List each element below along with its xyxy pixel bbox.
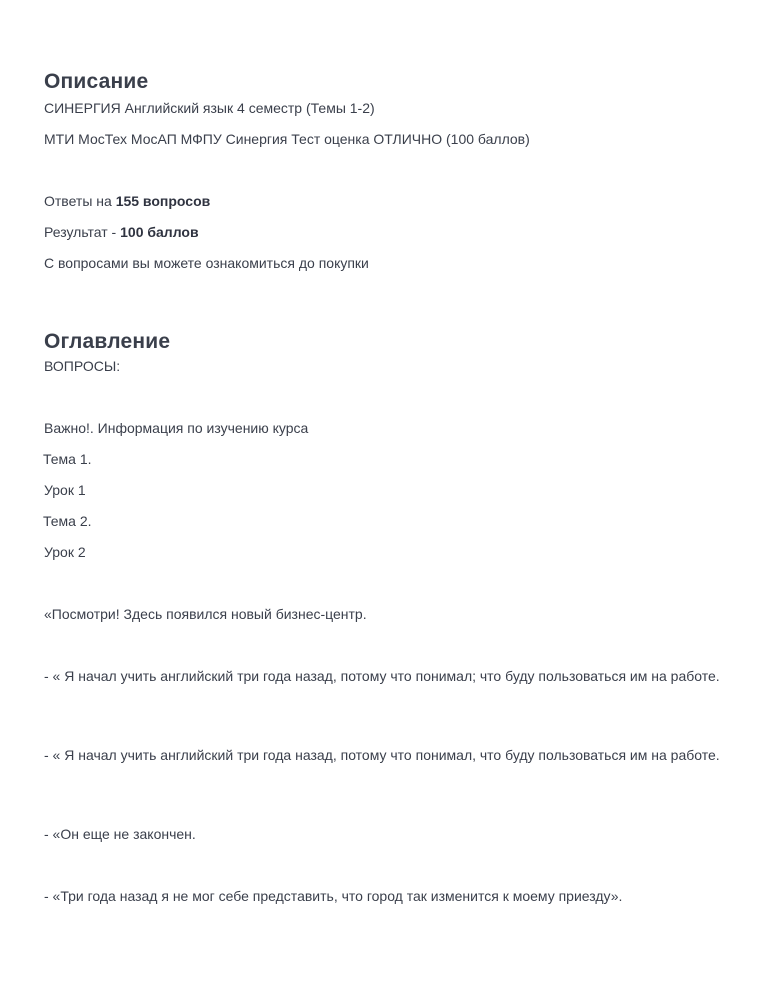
toc-item: Тема 2. <box>43 513 92 529</box>
preview-note: С вопросами вы можете ознакомиться до покупки <box>44 255 369 271</box>
quote-item: - « Я начал учить английский три года назад, потому что понимал; что буду пользоваться им на работе. <box>44 668 720 684</box>
quote-item: - «Он еще не закончен. <box>44 826 196 842</box>
result-line <box>44 223 734 241</box>
description-heading: Описание <box>44 70 149 93</box>
answers-count-value: 155 вопросов <box>115 193 211 209</box>
quote-item: - «Три года назад я не мог себе представить, что город так изменится к моему приезду». <box>44 888 623 904</box>
toc-item: Урок 1 <box>44 482 86 498</box>
answers-count <box>44 192 734 210</box>
result-value: 100 баллов <box>120 224 199 240</box>
quote-item: «Посмотри! Здесь появился новый бизнес-центр. <box>44 606 367 622</box>
description-line-2: МТИ МосТех МосАП МФПУ Синергия Тест оценка ОТЛИЧНО (100 баллов) <box>44 131 530 147</box>
toc-item: Важно!. Информация по изучению курса <box>44 420 309 436</box>
toc-item: Урок 2 <box>44 544 86 560</box>
result-prefix: Результат - <box>44 224 121 240</box>
toc-heading: Оглавление <box>44 330 171 353</box>
toc-item: Тема 1. <box>43 451 92 467</box>
document-page <box>44 0 734 994</box>
quote-item: - « Я начал учить английский три года назад, потому что понимал, что буду пользоваться им на работе. <box>44 747 720 763</box>
description-line-1: СИНЕРГИЯ Английский язык 4 семестр (Темы 1-2) <box>44 100 375 116</box>
answers-prefix: Ответы на <box>44 193 116 209</box>
questions-label: ВОПРОСЫ: <box>44 358 121 374</box>
